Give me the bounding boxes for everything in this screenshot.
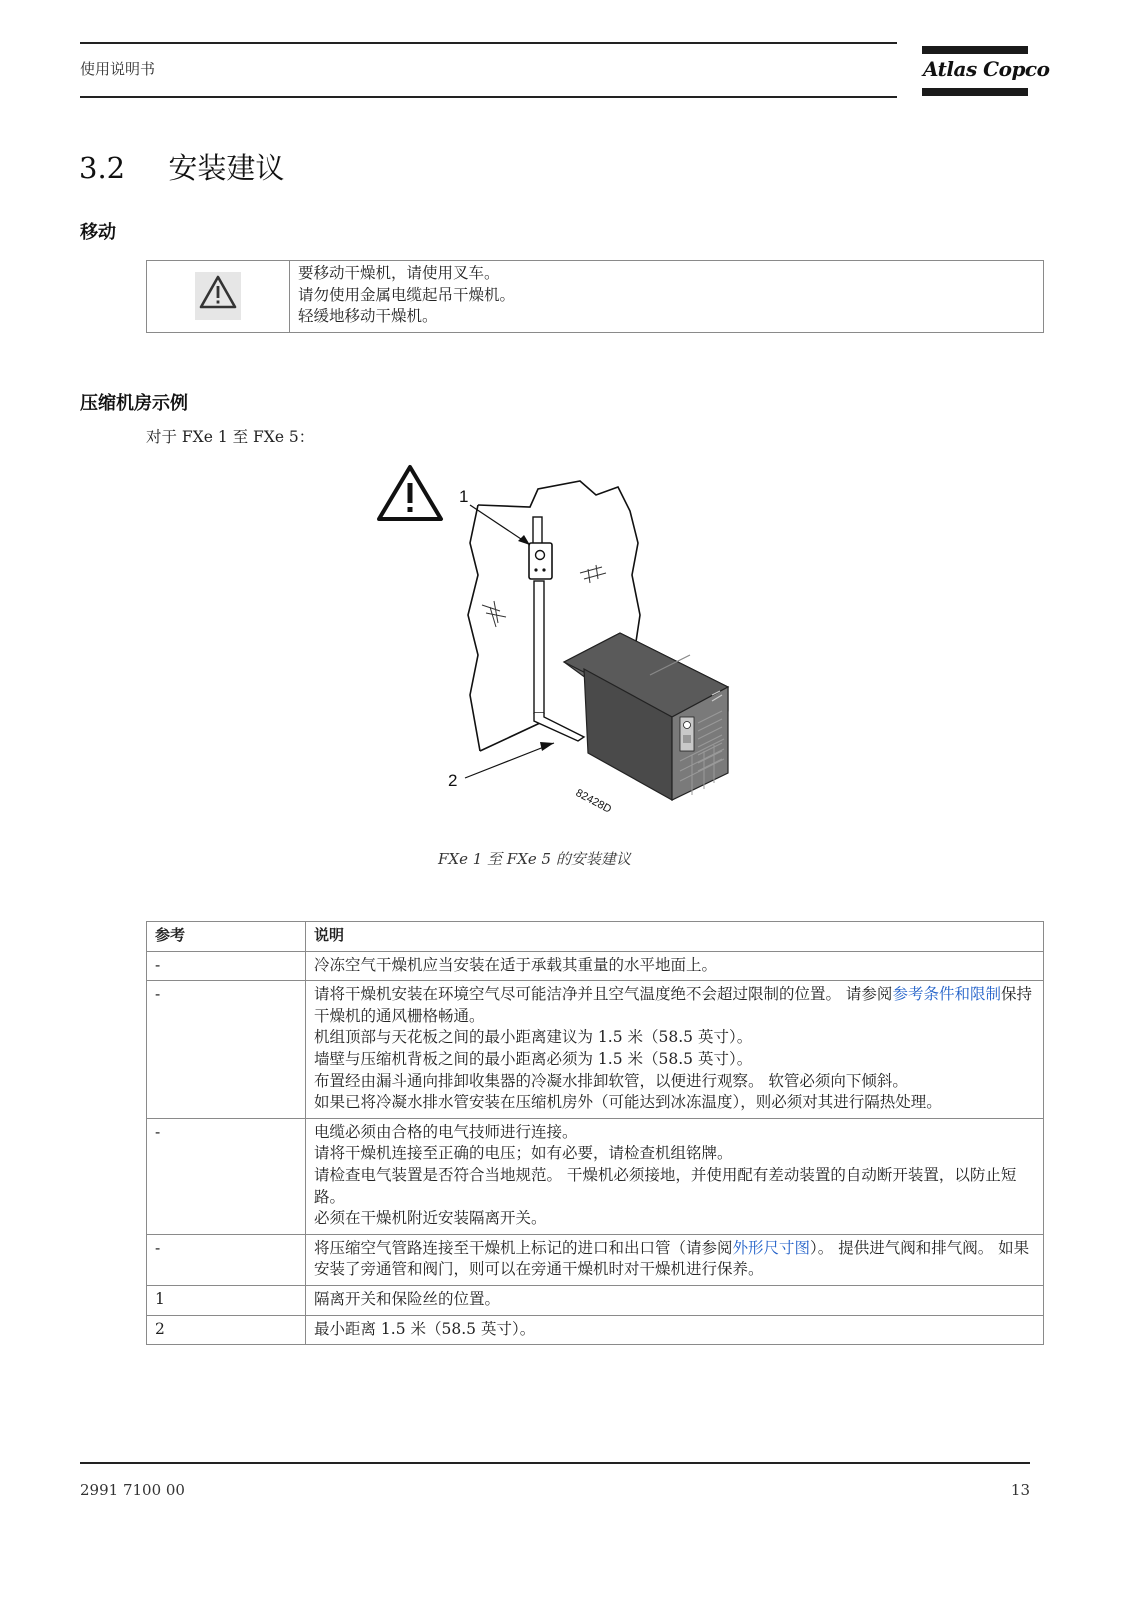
wall-floor-edge (480, 723, 540, 751)
document-title: 使用说明书 (80, 60, 156, 78)
desc-cell (306, 1118, 1044, 1234)
desc-cell (306, 951, 1044, 981)
ref-cell: 2 (147, 1315, 306, 1345)
table-row (147, 1285, 1044, 1315)
document-number: 2991 7100 00 (80, 1481, 185, 1499)
col-header-ref: 参考 (147, 922, 306, 952)
isolation-switch (529, 543, 552, 579)
section-heading (79, 146, 284, 187)
desc-text: 请将干燥机安装在环境空气尽可能洁净并且空气温度绝不会超过限制的位置。 请参阅 (314, 985, 893, 1004)
ref-cell: 1 (147, 1285, 306, 1315)
desc-paragraph (314, 984, 1035, 1027)
warning-icon-cell (147, 261, 290, 333)
desc-line: 必须在干燥机附近安装隔离开关。 (314, 1209, 547, 1228)
moving-warning-box (146, 260, 1044, 333)
desc-line: 机组顶部与天花板之间的最小距离建议为 1.5 米（58.5 英寸）。 (314, 1028, 753, 1047)
section-number: 3.2 (79, 151, 126, 185)
wall-left-edge (468, 505, 480, 751)
reference-conditions-link[interactable]: 参考条件和限制 (892, 985, 1001, 1004)
installation-table (146, 921, 1044, 1345)
logo-top-bar (922, 46, 1028, 54)
desc-text: 将压缩空气管路连接至干燥机上标记的进口和出口管（请参阅 (314, 1238, 733, 1257)
ref-cell: - (147, 981, 306, 1119)
moving-line: 轻缓地移动干燥机。 (298, 307, 438, 326)
ref-cell: - (147, 951, 306, 981)
ref-cell: - (147, 1234, 306, 1285)
dimension-drawing-link[interactable]: 外形尺寸图 (732, 1238, 811, 1257)
header-bottom-rule (80, 96, 897, 98)
table-row (147, 981, 1044, 1119)
figure-id-label: 82428D (573, 787, 614, 816)
table-row (147, 1315, 1044, 1345)
table-row (147, 1118, 1044, 1234)
desc-line: 墙壁与压缩机背板之间的最小距离必须为 1.5 米（58.5 英寸）。 (314, 1049, 753, 1068)
warning-triangle-icon (195, 272, 241, 320)
desc-line: 如果已将冷凝水排水管安装在压缩机房外（可能达到冰冻温度），则必须对其进行隔热处理。 (314, 1093, 942, 1112)
logo-wordmark: Atlas Copco (923, 57, 1050, 81)
section-title: 安装建议 (168, 151, 285, 185)
desc-line: 隔离开关和保险丝的位置。 (314, 1289, 501, 1308)
desc-cell (306, 981, 1044, 1119)
table-row (147, 1234, 1044, 1285)
atlas-copco-logo (922, 46, 1050, 98)
compressor-room-intro: 对于 FXe 1 至 FXe 5： (146, 428, 315, 446)
desc-text: 保持干燥机的通风栅格畅通。 (314, 985, 1032, 1025)
table-row (147, 951, 1044, 981)
desc-cell (306, 1234, 1044, 1285)
ref-cell: - (147, 1118, 306, 1234)
desc-text: ）。 提供进气阀和排气阀。 如果安装了旁通管和阀门，则可以在旁通干燥机时对干燥机进行保养。 (314, 1238, 1030, 1279)
desc-line: 请将干燥机连接至正确的电压；如有必要，请检查机组铭牌。 (314, 1144, 733, 1163)
page-number: 13 (1010, 1481, 1030, 1499)
compressor-room-heading: 压缩机房示例 (80, 393, 188, 414)
desc-line: 电缆必须由合格的电气技师进行连接。 (314, 1122, 578, 1141)
figure-warning-icon (379, 467, 441, 519)
installation-figure (370, 455, 750, 840)
desc-paragraph (314, 1238, 1035, 1281)
header-top-rule (80, 42, 897, 44)
desc-cell (306, 1285, 1044, 1315)
moving-heading: 移动 (80, 222, 116, 243)
footer-rule (80, 1462, 1030, 1464)
desc-line: 请检查电气装置是否符合当地规范。 干燥机必须接地，并使用配有差动装置的自动断开装置，以防止短路。 (314, 1165, 1017, 1206)
desc-cell (306, 1315, 1044, 1345)
desc-line: 布置经由漏斗通向排卸收集器的冷凝水排卸软管，以便进行观察。 软管必须向下倾斜。 (314, 1071, 908, 1090)
col-header-desc: 说明 (306, 922, 1044, 952)
logo-bottom-bar (922, 88, 1028, 96)
callout-1-label: 1 (459, 487, 469, 506)
table-header-row (147, 922, 1044, 952)
desc-line: 最小距离 1.5 米（58.5 英寸）。 (314, 1319, 536, 1338)
moving-instructions (290, 261, 1044, 333)
dryer-unit (564, 633, 728, 800)
installation-illustration (370, 455, 750, 840)
moving-line: 要移动干燥机，请使用叉车。 (298, 264, 500, 282)
figure-caption: FXe 1 至 FXe 5 的安装建议 (438, 850, 631, 868)
desc-line: 冷冻空气干燥机应当安装在适于承载其重量的水平地面上。 (314, 955, 718, 974)
callout-2-label: 2 (448, 771, 458, 790)
moving-line: 请勿使用金属电缆起吊干燥机。 (298, 285, 516, 304)
